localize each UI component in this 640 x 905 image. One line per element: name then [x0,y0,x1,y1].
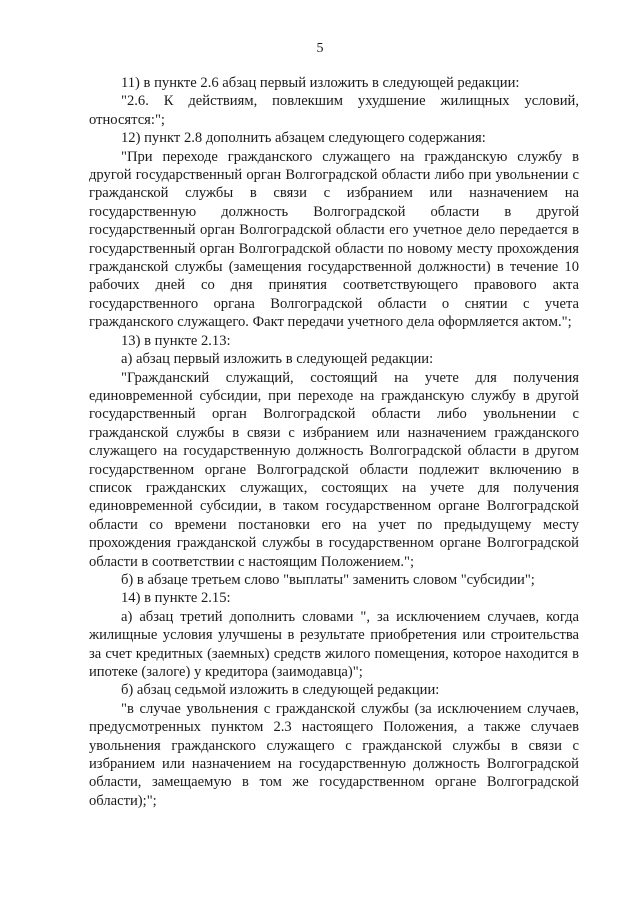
paragraph-item-14b: б) абзац седьмой изложить в следующей редакции: [121,682,440,699]
paragraph-item-13: 13) в пункте 2.13: [121,332,231,349]
paragraph-quote-2-6: "2.6. К действиям, повлекшим ухудшение жилищных условий, относятся:"; [89,93,579,128]
paragraph-item-12: 12) пункт 2.8 дополнить абзацем следующего содержания: [121,130,486,147]
paragraph-item-14: 14) в пункте 2.15: [121,590,231,607]
paragraph-item-11: 11) в пункте 2.6 абзац первый изложить в следующей редакции: [121,75,520,91]
paragraph-quote-2-8: "При переходе гражданского служащего на гражданскую службу в другой государственный орган Волгоградской области либо при увольнении с гражданской службы в связи с избранием или назначением на государственную должность Волгоградской области в другой государственный орган Волгоградской области его учетное дело передается в государственный орган Волгоградской области по новому месту прохождения гражданской службы (замещения государственной должности) в течение 10 рабочих дней со дня принятия соответствующего правового акта государственного органа Волгоградской области о снятии с учета гражданского служащего. Факт передачи учетного дела оформляется актом."; [89,148,579,331]
paragraph-quote-2-15: "в случае увольнения с гражданской службы (за исключением случаев, предусмотренных пунктом 2.3 настоящего Положения, а также случаев увольнения гражданского служащего с гражданской службы в связи с избранием или назначением на государственную должность Волгоградской области, замещаемую в том же государственном органе Волгоградской области);"; [89,700,579,809]
paragraph-item-14a: а) абзац третий дополнить словами ", за исключением случаев, когда жилищные условия улучшены в результате приобретения или строительства за счет кредитных (заемных) средств жилого помещения, которое находится в ипотеке (залоге) у кредитора (заимодавца)"; [89,608,579,680]
paragraph-item-13b: б) в абзаце третьем слово "выплаты" заменить словом "субсидии"; [121,571,535,588]
document-body [89,74,579,810]
paragraph-item-13a: а) абзац первый изложить в следующей редакции: [121,351,434,368]
paragraph-quote-2-13: "Гражданский служащий, состоящий на учете для получения единовременной субсидии, при переходе на гражданскую службу в другой государственный орган Волгоградской области либо увольнении с гражданской службы в связи с избранием или назначением гражданского служащего на государственную должность Волгоградской области в другом государственном органе Волгоградской области подлежит включению в список гражданских служащих, состоящих на учете для получения единовременной субсидии, в таком государственном органе Волгоградской области со времени постановки его на учет по предыдущему месту прохождения гражданской службы в государственном органе Волгоградской области в соответствии с настоящим Положением."; [89,369,579,570]
page-number: 5 [316,41,324,56]
